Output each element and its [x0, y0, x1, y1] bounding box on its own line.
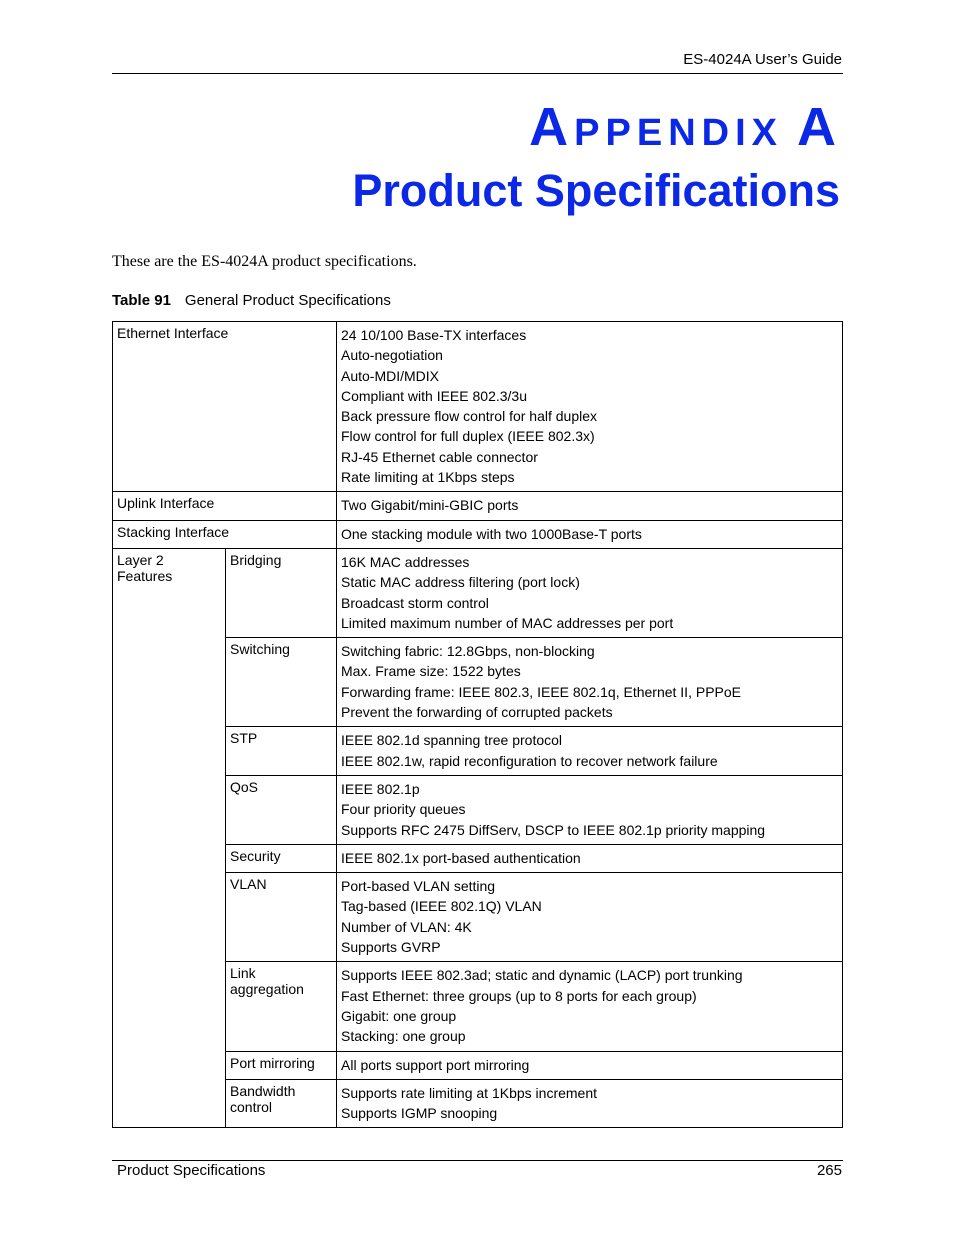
table-row: [113, 492, 843, 520]
value-line: One stacking module with two 1000Base-T ports: [341, 525, 642, 542]
value-line: IEEE 802.1p: [341, 780, 420, 797]
table-caption-text: General Product Specifications: [184, 292, 391, 309]
page-number: 265: [816, 1162, 842, 1179]
value-line: Forwarding frame: IEEE 802.3, IEEE 802.1q, Ethernet II, PPPoE: [341, 683, 741, 700]
value-line: Supports IEEE 802.3ad; static and dynamic (LACP) port trunking: [341, 967, 743, 984]
value-line: Max. Frame size: 1522 bytes: [341, 663, 521, 680]
row-label: Ethernet Interface: [113, 322, 337, 492]
value-line: Number of VLAN: 4K: [341, 918, 472, 935]
appendix-rest: PPENDIX: [574, 112, 783, 154]
row-label: STP: [226, 727, 337, 776]
footer-section: Product Specifications: [117, 1162, 266, 1179]
spec-table: [112, 321, 843, 1128]
table-row: [113, 548, 843, 637]
value-line: Back pressure flow control for half duplex: [341, 408, 598, 425]
value-line: Stacking: one group: [341, 1028, 466, 1045]
value-line: 16K MAC addresses: [341, 553, 470, 570]
row-values: [337, 873, 843, 962]
row-label: [226, 962, 337, 1051]
value-line: Switching fabric: 12.8Gbps, non-blocking: [341, 643, 595, 660]
value-line: IEEE 802.1w, rapid reconfiguration to recover network failure: [341, 752, 718, 769]
value-line: RJ-45 Ethernet cable connector: [341, 448, 538, 465]
page-title: Product Specifications: [352, 165, 840, 216]
row-label: VLAN: [226, 873, 337, 962]
row-label: Uplink Interface: [113, 492, 337, 520]
row-values: [337, 727, 843, 776]
row-values: [337, 322, 843, 492]
value-line: IEEE 802.1x port-based authentication: [341, 849, 581, 866]
value-line: Compliant with IEEE 802.3/3u: [341, 387, 527, 404]
value-line: Rate limiting at 1Kbps steps: [341, 469, 515, 486]
value-line: Gigabit: one group: [341, 1007, 457, 1024]
value-line: Supports rate limiting at 1Kbps increment: [341, 1084, 598, 1101]
row-label: Port mirroring: [226, 1051, 337, 1079]
appendix-letter: A: [797, 97, 842, 157]
value-line: All ports support port mirroring: [341, 1056, 530, 1073]
row-label: Switching: [226, 638, 337, 727]
value-line: Auto-negotiation: [341, 347, 443, 364]
value-line: Tag-based (IEEE 802.1Q) VLAN: [341, 898, 542, 915]
row-label: Bridging: [226, 548, 337, 637]
table-row: [113, 520, 843, 548]
table-caption: [112, 292, 391, 309]
value-line: Limited maximum number of MAC addresses per port: [341, 614, 674, 631]
row-label: QoS: [226, 775, 337, 844]
row-values: [337, 844, 843, 872]
value-line: Auto-MDI/MDIX: [341, 367, 440, 384]
value-line: Four priority queues: [341, 801, 466, 818]
intro-text: These are the ES-4024A product specifications.: [112, 253, 417, 270]
row-values: [337, 962, 843, 1051]
value-line: Prevent the forwarding of corrupted packets: [341, 704, 613, 721]
value-line: Broadcast storm control: [341, 594, 489, 611]
row-label: Security: [226, 844, 337, 872]
value-line: Port-based VLAN setting: [341, 878, 496, 895]
value-line: Fast Ethernet: three groups (up to 8 ports for each group): [341, 987, 697, 1004]
value-line: Supports RFC 2475 DiffServ, DSCP to IEEE 802.1p priority mapping: [341, 821, 766, 838]
row-values: [337, 1051, 843, 1079]
header-rule: [112, 73, 843, 74]
row-values: [337, 548, 843, 637]
group-label: [113, 548, 226, 1127]
group-label-line: Features: [117, 567, 173, 584]
row-label: [226, 1079, 337, 1128]
value-line: Supports IGMP snooping: [341, 1105, 498, 1122]
row-label-line: control: [230, 1098, 273, 1115]
row-label-line: aggregation: [230, 981, 304, 998]
value-line: Two Gigabit/mini-GBIC ports: [341, 497, 519, 514]
row-values: [337, 638, 843, 727]
value-line: Flow control for full duplex (IEEE 802.3x): [341, 428, 595, 445]
row-label: Stacking Interface: [113, 520, 337, 548]
row-values: [337, 492, 843, 520]
guide-title: ES-4024A User’s Guide: [683, 51, 842, 68]
row-values: [337, 775, 843, 844]
appendix-first-letter: A: [529, 97, 575, 157]
value-line: IEEE 802.1d spanning tree protocol: [341, 732, 563, 749]
row-label-line: Bandwidth: [230, 1082, 296, 1099]
group-label-line: Layer 2: [117, 551, 164, 568]
row-label-line: Link: [230, 965, 256, 982]
value-line: Supports GVRP: [341, 939, 441, 956]
value-line: 24 10/100 Base-TX interfaces: [341, 327, 527, 343]
table-caption-label: Table 91: [112, 292, 171, 309]
row-values: [337, 1079, 843, 1128]
footer-rule: [112, 1160, 843, 1161]
table-row: [113, 322, 843, 492]
value-line: Static MAC address filtering (port lock): [341, 574, 580, 591]
row-values: [337, 520, 843, 548]
appendix-heading: [529, 97, 842, 157]
